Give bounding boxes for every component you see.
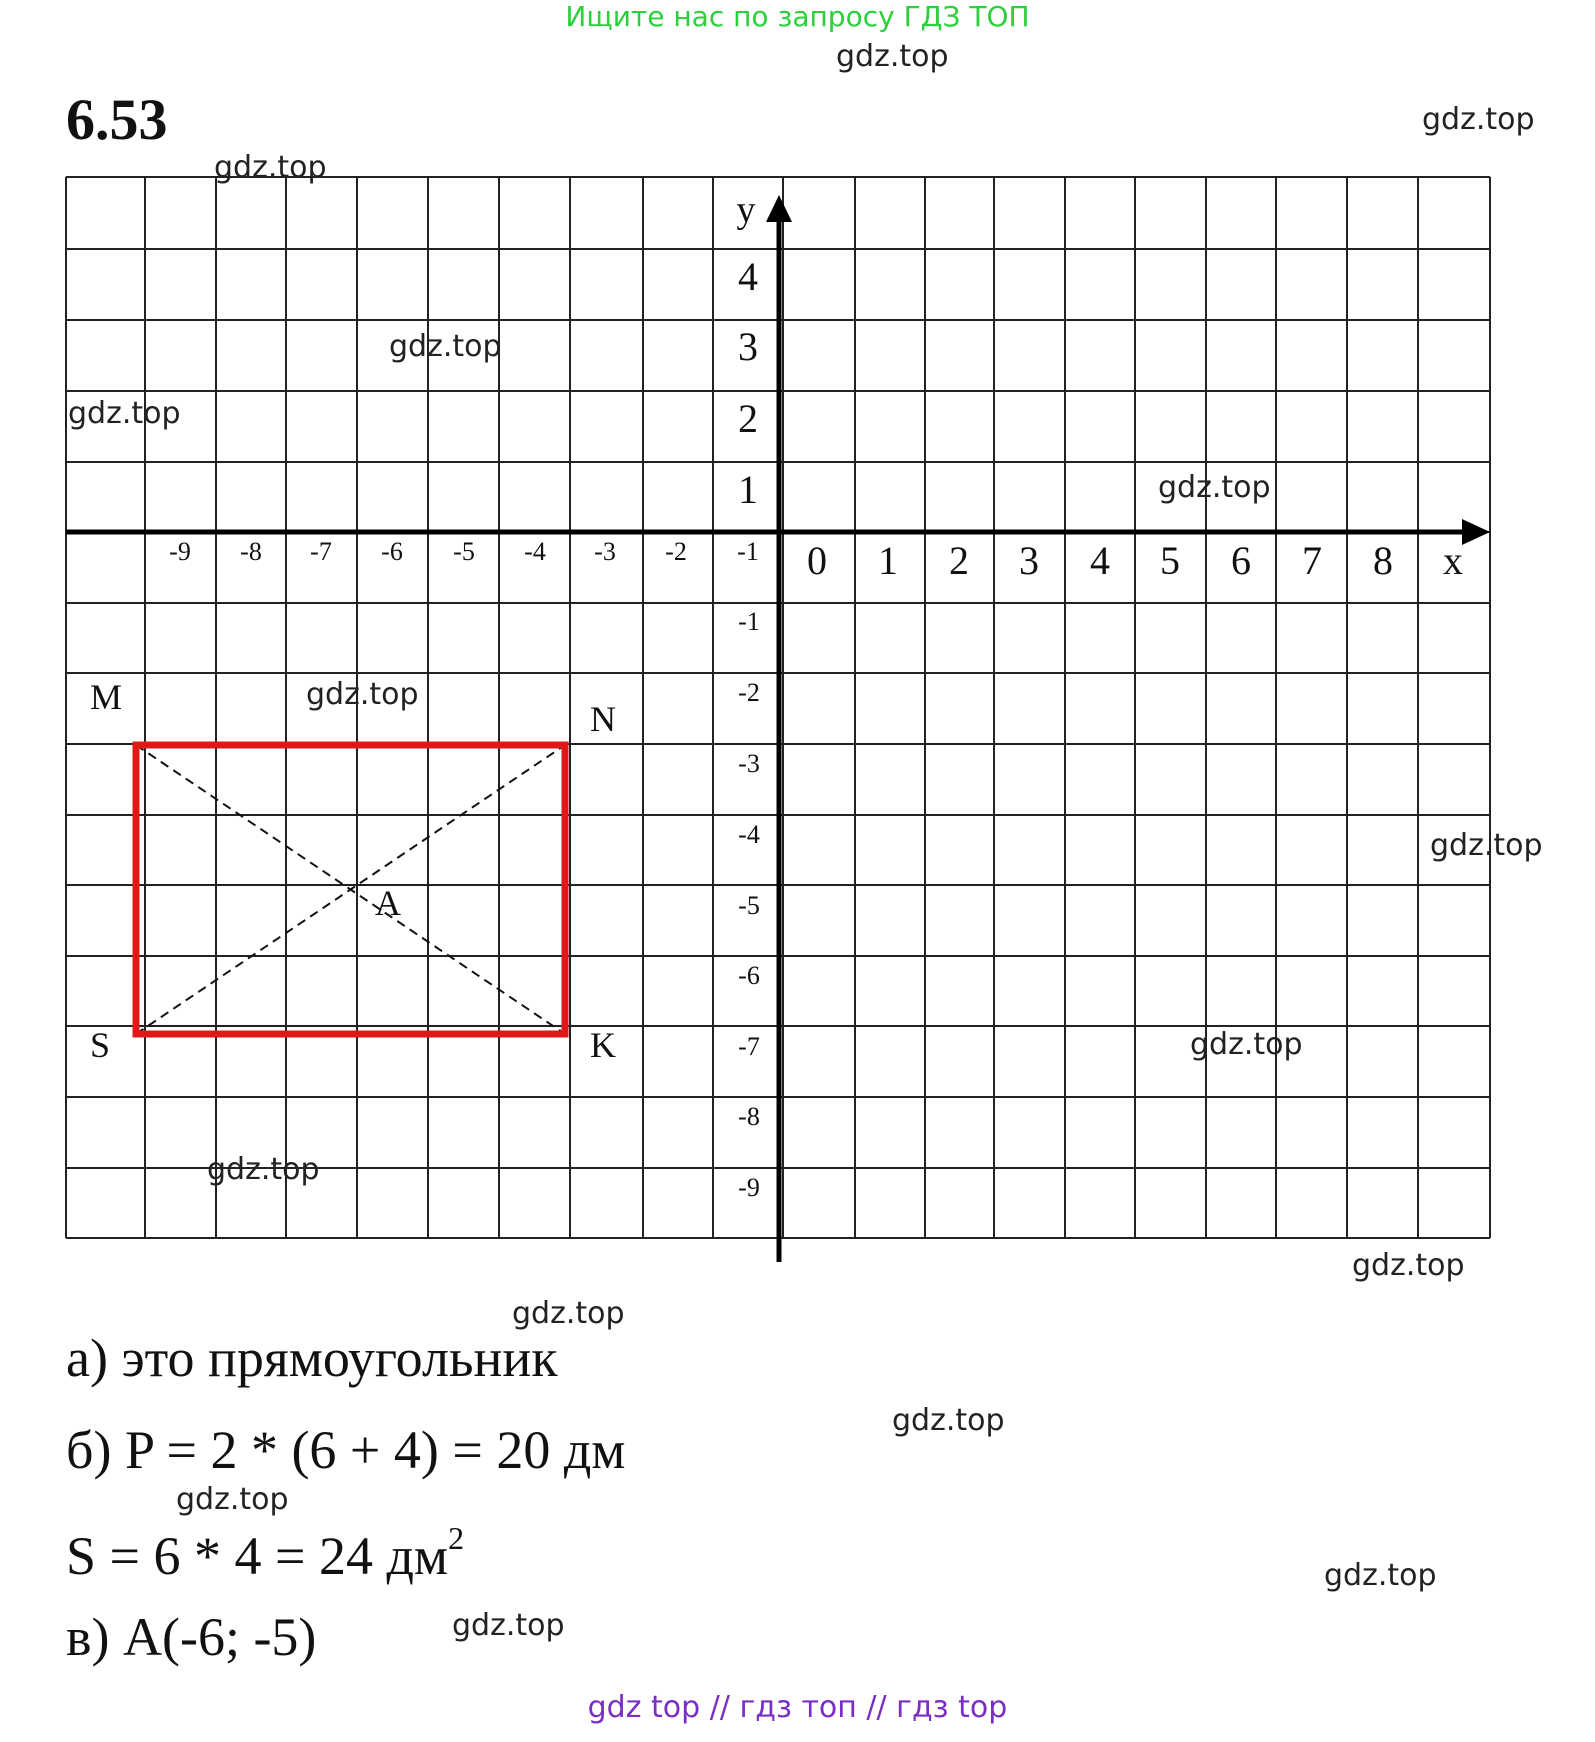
y-tick-label: 3 xyxy=(738,324,758,369)
y-axis-arrow-icon xyxy=(766,195,792,222)
x-tick-label: 6 xyxy=(1231,538,1251,583)
y-tick-label: -5 xyxy=(738,891,760,920)
footer-links: gdz top // гдз топ // гдз top xyxy=(587,1690,1008,1725)
answer-s-text: S = 6 * 4 = 24 дм xyxy=(66,1526,449,1586)
point-label-a: A xyxy=(375,883,401,923)
x-tick-label: 2 xyxy=(949,538,969,583)
watermark: gdz.top xyxy=(1158,470,1271,505)
point-label-k: K xyxy=(590,1025,616,1065)
x-tick-label: 5 xyxy=(1160,538,1180,583)
x-tick-label: -5 xyxy=(453,537,475,566)
y-axis-label: y xyxy=(736,189,756,231)
watermark-site: gdz.top xyxy=(836,39,949,74)
watermark: gdz.top xyxy=(207,1152,320,1187)
answer-v: в) A(-6; -5) xyxy=(66,1607,317,1667)
search-hint: Ищите нас по запросу ГДЗ ТОП xyxy=(565,0,1030,33)
x-tick-label: 3 xyxy=(1019,538,1039,583)
y-tick-label: -9 xyxy=(738,1173,760,1202)
x-tick-label: 1 xyxy=(878,538,898,583)
y-tick-label: 1 xyxy=(738,467,758,512)
watermark: gdz.top xyxy=(389,329,502,364)
answer-b: б) P = 2 * (6 + 4) = 20 дм xyxy=(66,1420,626,1480)
x-tick-label: -3 xyxy=(594,537,616,566)
watermark: gdz.top xyxy=(892,1403,1005,1438)
y-tick-label: -6 xyxy=(738,961,760,990)
y-tick-label: -3 xyxy=(738,749,760,778)
point-label-n: N xyxy=(590,699,616,739)
watermark: gdz.top xyxy=(68,396,181,431)
answer-s xyxy=(66,1514,464,1586)
watermark: gdz.top xyxy=(1430,828,1543,863)
problem-number: 6.53 xyxy=(66,87,168,152)
x-tick-label: 7 xyxy=(1302,538,1322,583)
x-axis-label: x xyxy=(1443,538,1463,583)
point-label-m: M xyxy=(90,677,123,717)
watermark: gdz.top xyxy=(1324,1558,1437,1593)
point-label-s: S xyxy=(90,1025,111,1065)
x-tick-label: -1 xyxy=(737,537,759,566)
x-tick-label: -4 xyxy=(524,537,546,566)
x-tick-label: -7 xyxy=(310,537,332,566)
watermark: gdz.top xyxy=(306,677,419,712)
y-tick-label: -1 xyxy=(738,607,760,636)
watermark: gdz.top xyxy=(1422,102,1535,137)
answer-a: а) это прямоугольник xyxy=(66,1328,558,1388)
watermark: gdz.top xyxy=(1190,1027,1303,1062)
x-tick-label: -9 xyxy=(169,537,191,566)
y-tick-label: 4 xyxy=(738,254,758,299)
answer-s-superscript: 2 xyxy=(448,1520,465,1556)
watermark: gdz.top xyxy=(452,1608,565,1643)
x-tick-label: 4 xyxy=(1090,538,1110,583)
y-tick-label: 2 xyxy=(738,396,758,441)
x-tick-label: -8 xyxy=(240,537,262,566)
watermark: gdz.top xyxy=(512,1296,625,1331)
x-axis-arrow-icon xyxy=(1462,519,1490,545)
y-tick-label: -2 xyxy=(738,678,760,707)
watermark: gdz.top xyxy=(176,1482,289,1517)
y-tick-label: -7 xyxy=(738,1032,760,1061)
x-tick-label: 0 xyxy=(807,538,827,583)
x-tick-label: -6 xyxy=(381,537,403,566)
y-tick-label: -8 xyxy=(738,1102,760,1131)
watermark: gdz.top xyxy=(1352,1248,1465,1283)
watermark: gdz.top xyxy=(214,150,327,185)
x-tick-label: 8 xyxy=(1373,538,1393,583)
y-tick-label: -4 xyxy=(738,820,760,849)
rectangle-mnks xyxy=(136,745,565,1034)
x-tick-label: -2 xyxy=(665,537,687,566)
